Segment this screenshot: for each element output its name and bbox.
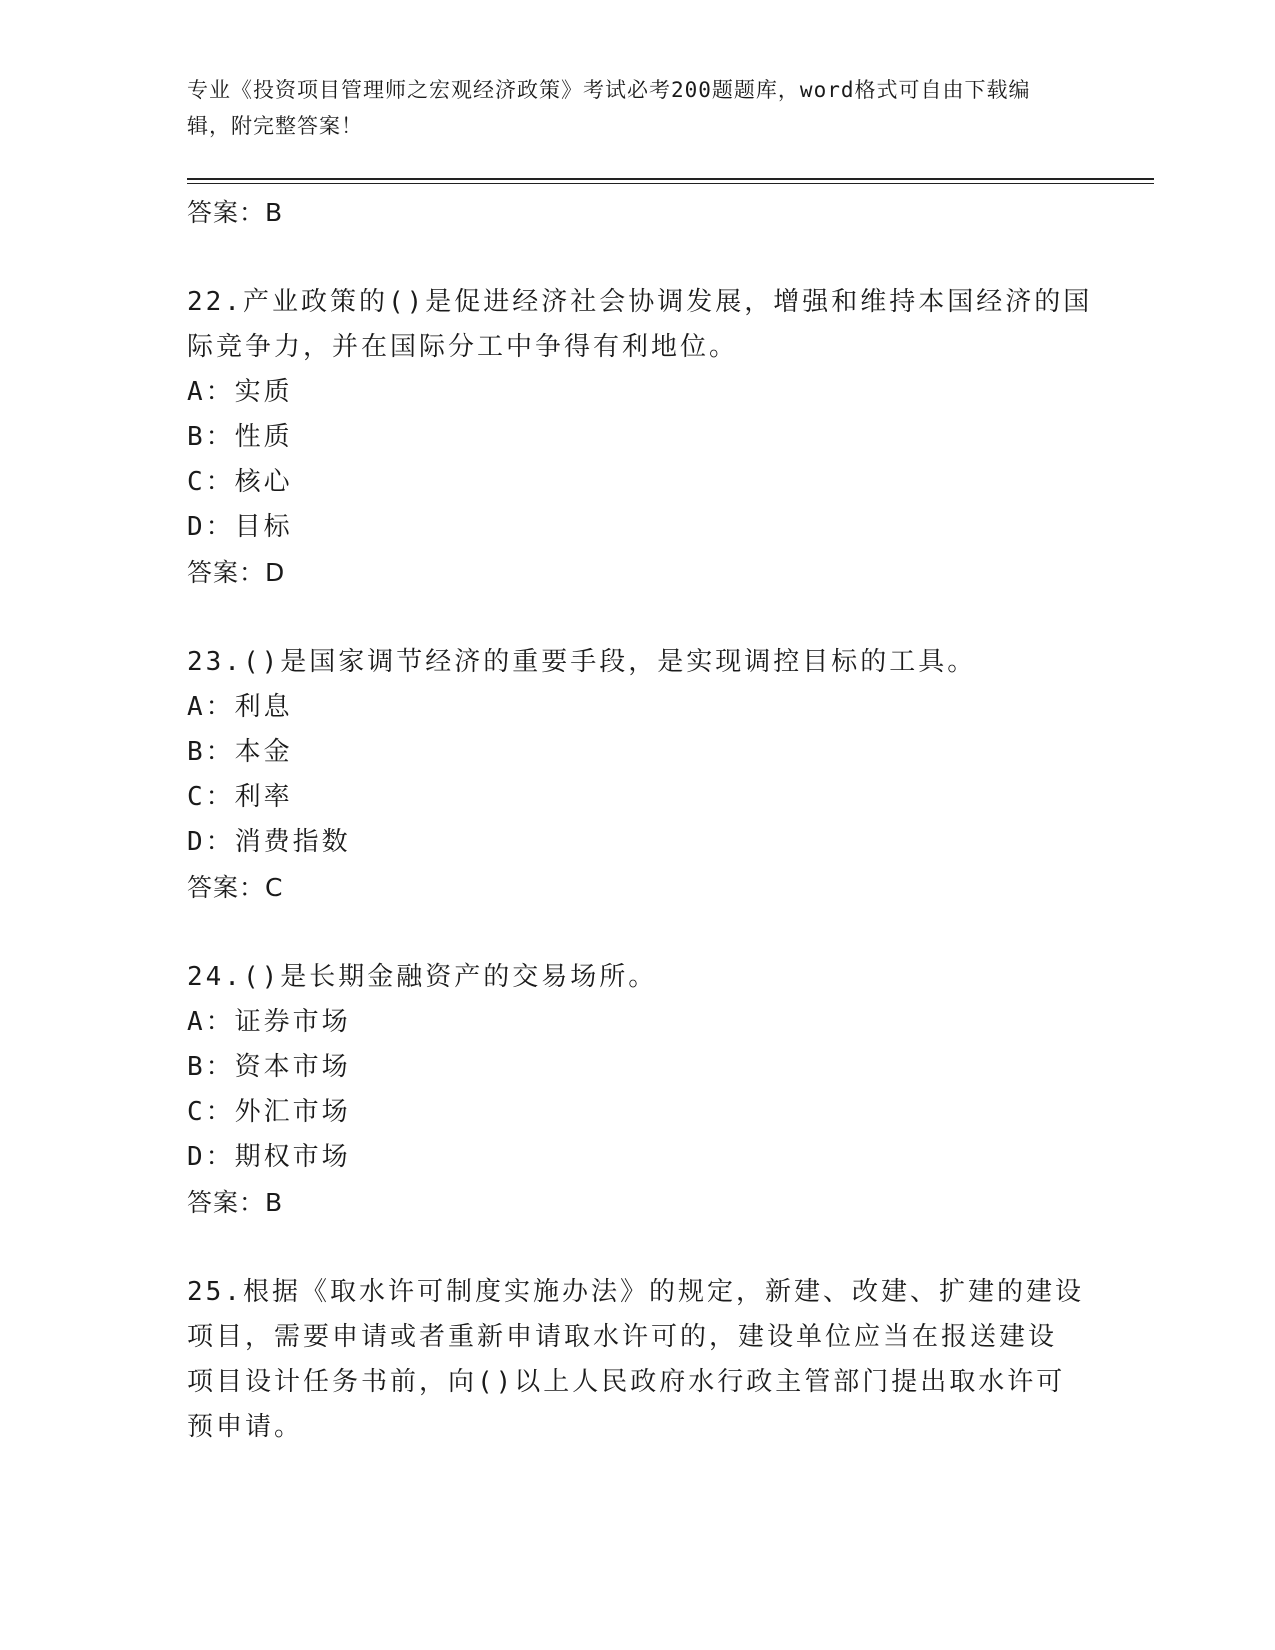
option-c: C：核心	[187, 467, 293, 497]
header-rule-thin	[187, 183, 1154, 184]
option-d: D：目标	[187, 512, 293, 542]
question-25	[187, 1270, 1087, 1450]
question-23	[187, 640, 1087, 910]
header-rule-thick	[187, 178, 1154, 180]
answer: 答案：B	[187, 1188, 284, 1217]
question-stem-line: 项目，需要申请或者重新申请取水许可的，建设单位应当在报送建设	[187, 1322, 1058, 1352]
question-stem-line: 25.根据《取水许可制度实施办法》的规定，新建、改建、扩建的建设	[187, 1277, 1084, 1307]
option-d: D：期权市场	[187, 1142, 351, 1172]
previous-answer: 答案：B	[187, 198, 284, 227]
question-stem-line: 际竞争力，并在国际分工中争得有利地位。	[187, 332, 739, 362]
question-stem-line: 项目设计任务书前，向()以上人民政府水行政主管部门提出取水许可	[187, 1367, 1066, 1397]
answer: 答案：D	[187, 558, 286, 587]
option-d: D：消费指数	[187, 827, 351, 857]
option-b: B：本金	[187, 737, 293, 767]
question-stem-line: 23.()是国家调节经济的重要手段，是实现调控目标的工具。	[187, 647, 977, 677]
question-stem-line: 预申请。	[187, 1412, 304, 1442]
option-c: C：外汇市场	[187, 1097, 351, 1127]
option-a: A：证券市场	[187, 1007, 351, 1037]
answer: 答案：C	[187, 873, 284, 902]
document-header: 专业《投资项目管理师之宏观经济政策》考试必考200题题库，word格式可自由下载编辑，附完整答案！	[187, 78, 1031, 138]
option-c: C：利率	[187, 782, 293, 812]
question-stem-line: 24.()是长期金融资产的交易场所。	[187, 962, 658, 992]
question-list	[187, 190, 1093, 1450]
option-a: A：利息	[187, 692, 293, 722]
question-24	[187, 955, 1087, 1225]
question-22	[187, 280, 1093, 595]
option-b: B：性质	[187, 422, 293, 452]
option-a: A：实质	[187, 377, 293, 407]
option-b: B：资本市场	[187, 1052, 351, 1082]
question-stem-line: 22.产业政策的()是促进经济社会协调发展，增强和维持本国经济的国	[187, 287, 1093, 317]
